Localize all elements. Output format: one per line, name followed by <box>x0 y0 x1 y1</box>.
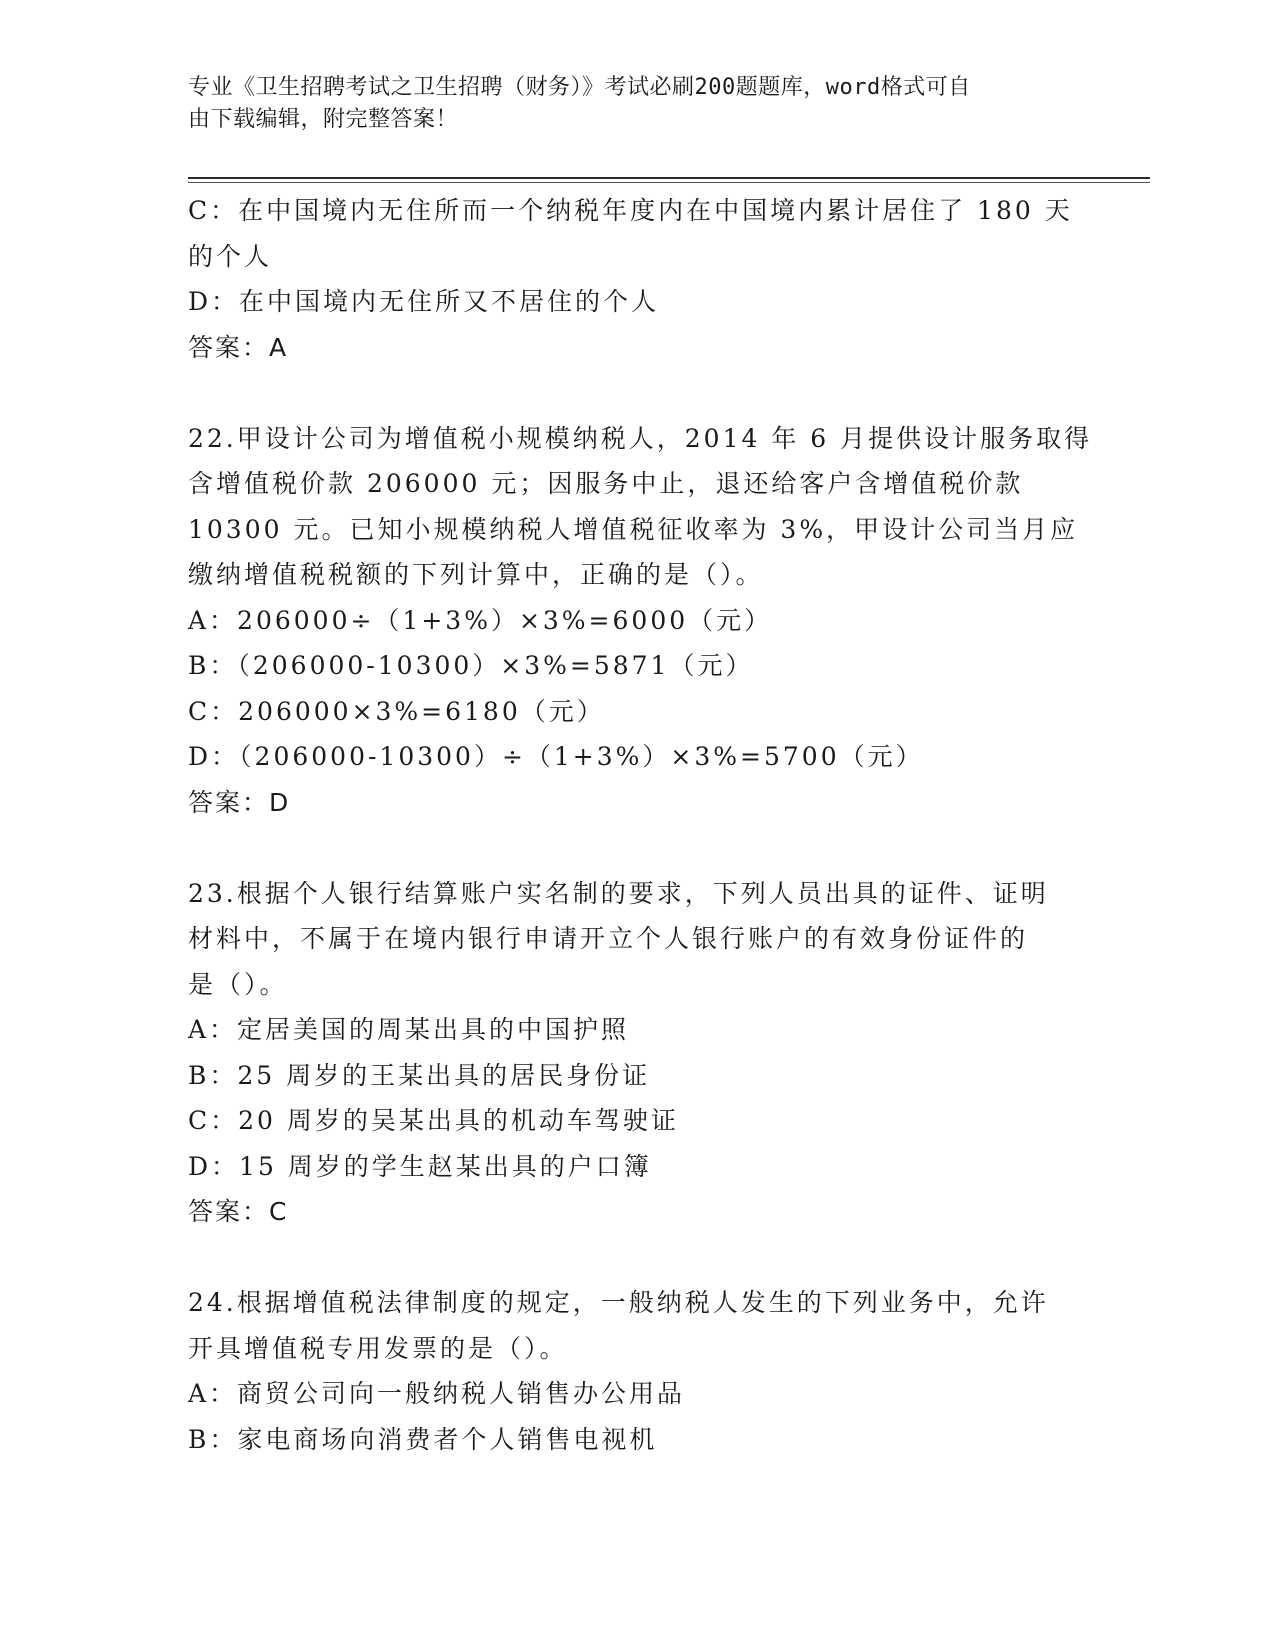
question-stem: 22.甲设计公司为增值税小规模纳税人，2014 年 6 月提供设计服务取得 <box>188 423 1093 453</box>
option-d: D：（206000-10300）÷（1+3%）×3%=5700（元） <box>188 742 924 771</box>
question-24 <box>188 1280 1088 1462</box>
option-c-continued: 的个人 <box>188 241 273 271</box>
question-stem: 材料中，不属于在境内银行申请开立个人银行账户的有效身份证件的 <box>188 924 1029 953</box>
question-list <box>188 188 1093 1462</box>
header-line: 专业《卫生招聘考试之卫生招聘（财务）》考试必刷200题题库，word格式可自 <box>188 75 971 100</box>
header-divider-thin <box>188 182 1150 183</box>
question-21-continued <box>188 188 1088 370</box>
option-a: A：商贸公司向一般纳税人销售办公用品 <box>188 1379 686 1408</box>
header-line: 由下载编辑，附完整答案！ <box>188 107 459 132</box>
question-22 <box>188 416 1093 826</box>
header-divider <box>188 177 1150 179</box>
option-b: B：家电商场向消费者个人销售电视机 <box>188 1424 658 1454</box>
spacer <box>188 370 1088 416</box>
question-stem: 是（）。 <box>188 969 288 999</box>
question-stem: 10300 元。已知小规模纳税人增值税征收率为 3%，甲设计公司当月应 <box>188 514 1079 544</box>
option-a: A：206000÷（1+3%）×3%=6000（元） <box>188 605 773 635</box>
question-stem: 23.根据个人银行结算账户实名制的要求，下列人员出具的证件、证明 <box>188 878 1049 908</box>
option-c: C：206000×3%=6180（元） <box>188 696 605 726</box>
page-header <box>188 72 1088 136</box>
option-b: B：25 周岁的王某出具的居民身份证 <box>188 1060 651 1090</box>
option-b: B：（206000-10300）×3%=5871（元） <box>188 651 754 680</box>
option-d: D：15 周岁的学生赵某出具的户口簿 <box>188 1151 652 1181</box>
question-23 <box>188 871 1088 1235</box>
option-a: A：定居美国的周某出具的中国护照 <box>188 1015 630 1044</box>
question-stem: 缴纳增值税税额的下列计算中，正确的是（）。 <box>188 560 764 589</box>
spacer <box>188 825 1088 871</box>
answer-line: 答案：D <box>188 787 291 817</box>
option-c: C：20 周岁的吴某出具的机动车驾驶证 <box>188 1106 679 1135</box>
question-stem: 含增值税价款 206000 元；因服务中止，退还给客户含增值税价款 <box>188 469 1024 498</box>
answer-line: 答案：C <box>188 1197 289 1226</box>
question-stem: 24.根据增值税法律制度的规定，一般纳税人发生的下列业务中，允许 <box>188 1288 1049 1317</box>
question-stem: 开具增值税专用发票的是（）。 <box>188 1333 568 1363</box>
option-c: C：在中国境内无住所而一个纳税年度内在中国境内累计居住了 180 天 <box>188 196 1073 225</box>
answer-line: 答案：A <box>188 332 289 362</box>
spacer <box>188 1235 1088 1281</box>
option-d: D：在中国境内无住所又不居住的个人 <box>188 287 660 316</box>
